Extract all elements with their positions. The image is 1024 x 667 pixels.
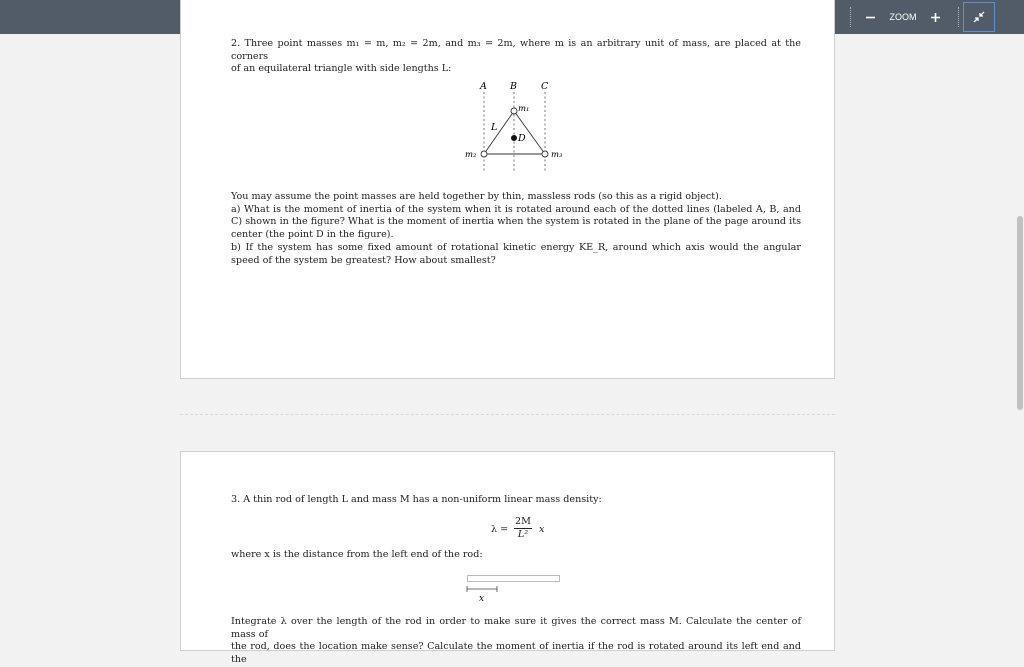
problem-2-para-1: You may assume the point masses are held together by thin, massless rods (so this as a rigid object). [231,191,722,202]
exit-fullscreen-button[interactable] [963,2,995,32]
pdf-page-2 [180,451,835,666]
scrollbar-thumb[interactable] [1017,216,1023,410]
center-point-d [511,135,517,141]
formula-numerator: 2M [515,516,531,527]
problem-2-intro-line1: Three point masses m₁ = m, m₂ = 2m, and m₃ = 2m, where m is an arbitrary unit of mass, are placed at the corners [231,38,801,62]
mass-m1-node [511,108,517,114]
label-d: D [518,133,526,144]
pdf-page-1 [180,0,835,379]
zoom-in-button[interactable] [927,0,943,34]
rod [468,576,560,582]
label-b: B [510,81,517,92]
formula-lhs: λ = [491,524,509,535]
problem-2-body [231,191,801,267]
problem-3-body-line1: Integrate λ over the length of the rod in order to make sure it gives the correct mass M. Calculate the center of mass of [231,616,801,640]
toolbar-divider [958,7,959,27]
density-formula [489,516,569,544]
mass-m3-node [542,151,548,157]
zoom-label: ZOOM [889,12,917,22]
rod-figure [465,572,565,604]
label-m3: m₃ [551,150,563,160]
label-m1: m₁ [518,104,530,114]
collapse-icon [973,11,985,23]
mass-m2-node [481,151,487,157]
minus-icon [865,12,876,23]
problem-2-para-a: a) What is the moment of inertia of the system when it is rotated around each of the dotted lines (labeled A, B, and C) shown in the figure? What is the moment of inertia when the system is rotated in the plane of the page around its center (the point D in the figure). [231,203,801,241]
toolbar-divider [850,7,851,27]
where-text: where x is the distance from the left end of the rod: [231,549,483,560]
formula-denominator: L² [517,529,529,540]
page-divider [180,414,835,415]
triangle-figure [451,79,581,175]
problem-2-number: 2. [231,38,241,49]
plus-icon [930,12,941,23]
problem-3-body [231,616,801,667]
zoom-out-button[interactable] [862,0,878,34]
label-m2: m₂ [465,150,477,160]
rod-x-label: x [479,594,485,604]
problem-2-intro [231,38,801,76]
label-c: C [541,81,549,92]
label-a: A [480,81,487,92]
problem-2-para-b: b) If the system has some fixed amount of rotational kinetic energy KE_R, around which axis would the angular speed of the system be greatest? How about smallest? [231,241,801,266]
problem-3-intro: 3. A thin rod of length L and mass M has a non-uniform linear mass density: [231,494,602,505]
problem-3-body-line2: the rod, does the location make sense? Calculate the moment of inertia if the rod is rotated around its left end and the [231,641,801,666]
formula-variable: x [539,524,545,535]
problem-2-intro-line2: of an equilateral triangle with side lengths L: [231,63,452,75]
label-l: L [491,122,498,133]
